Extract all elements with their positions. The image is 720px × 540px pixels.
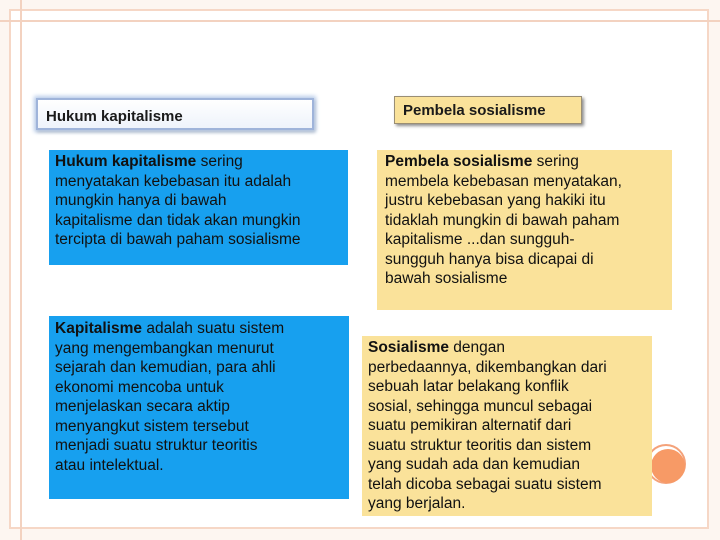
card-sosialisme xyxy=(362,336,652,516)
decorative-circle xyxy=(651,449,685,483)
card-line: adalah suatu sistem xyxy=(142,320,285,337)
card-line: mungkin hanya di bawah xyxy=(55,192,227,209)
card-hukum-kapitalisme xyxy=(49,150,348,265)
card-line: sebuah latar belakang konflik xyxy=(368,378,569,395)
card-term: Pembela sosialisme xyxy=(385,153,533,170)
card-line: membela kebebasan menyatakan, xyxy=(385,172,622,190)
card-line: suatu struktur teoritis dan sistem xyxy=(368,436,592,454)
frame-horizontal-line xyxy=(0,20,720,22)
frame-vertical-line xyxy=(20,0,22,540)
card-line: yang sudah ada dan kemudian xyxy=(368,456,580,473)
card-line: kapitalisme ...dan sungguh- xyxy=(385,231,575,248)
card-line: dengan xyxy=(449,339,506,356)
card-term: Kapitalisme xyxy=(55,320,143,337)
card-line: suatu pemikiran alternatif dari xyxy=(368,417,572,434)
card-line: menyatakan kebebasan itu adalah xyxy=(55,172,292,190)
card-pembela-sosialisme xyxy=(377,150,672,310)
card-line: yang berjalan. xyxy=(368,495,466,512)
card-line: justru kebebasan yang hakiki itu xyxy=(385,192,606,209)
card-line: atau intelektual. xyxy=(55,456,164,474)
card-line: yang mengembangkan menurut xyxy=(55,339,274,357)
card-line: sering xyxy=(532,153,579,170)
card-line: menyangkut sistem tersebut xyxy=(55,417,249,435)
card-line: sejarah dan kemudian, para ahli xyxy=(55,359,276,376)
card-line: menjadi suatu struktur teoritis xyxy=(55,437,258,454)
right-heading-label: Pembela sosialisme xyxy=(394,96,582,124)
card-line: kapitalisme dan tidak akan mungkin xyxy=(55,211,301,229)
card-line: telah dicoba sebagai suatu sistem xyxy=(368,475,602,493)
card-line: sosial, sehingga muncul sebagai xyxy=(368,397,593,415)
card-line: tidaklah mungkin di bawah paham xyxy=(385,211,620,229)
card-line: sungguh hanya bisa dicapai di xyxy=(385,250,594,268)
card-term: Sosialisme xyxy=(368,339,449,356)
card-line: ekonomi mencoba untuk xyxy=(55,378,224,396)
card-line: tercipta di bawah paham sosialisme xyxy=(55,231,301,248)
card-line: sering xyxy=(196,153,243,170)
card-kapitalisme xyxy=(49,316,349,499)
card-line: menjelaskan secara aktip xyxy=(55,398,230,415)
card-line: bawah sosialisme xyxy=(385,270,508,287)
card-line: perbedaannya, dikembangkan dari xyxy=(368,358,607,376)
left-heading-label: Hukum kapitalisme xyxy=(36,98,314,130)
card-term: Hukum kapitalisme xyxy=(55,153,197,170)
